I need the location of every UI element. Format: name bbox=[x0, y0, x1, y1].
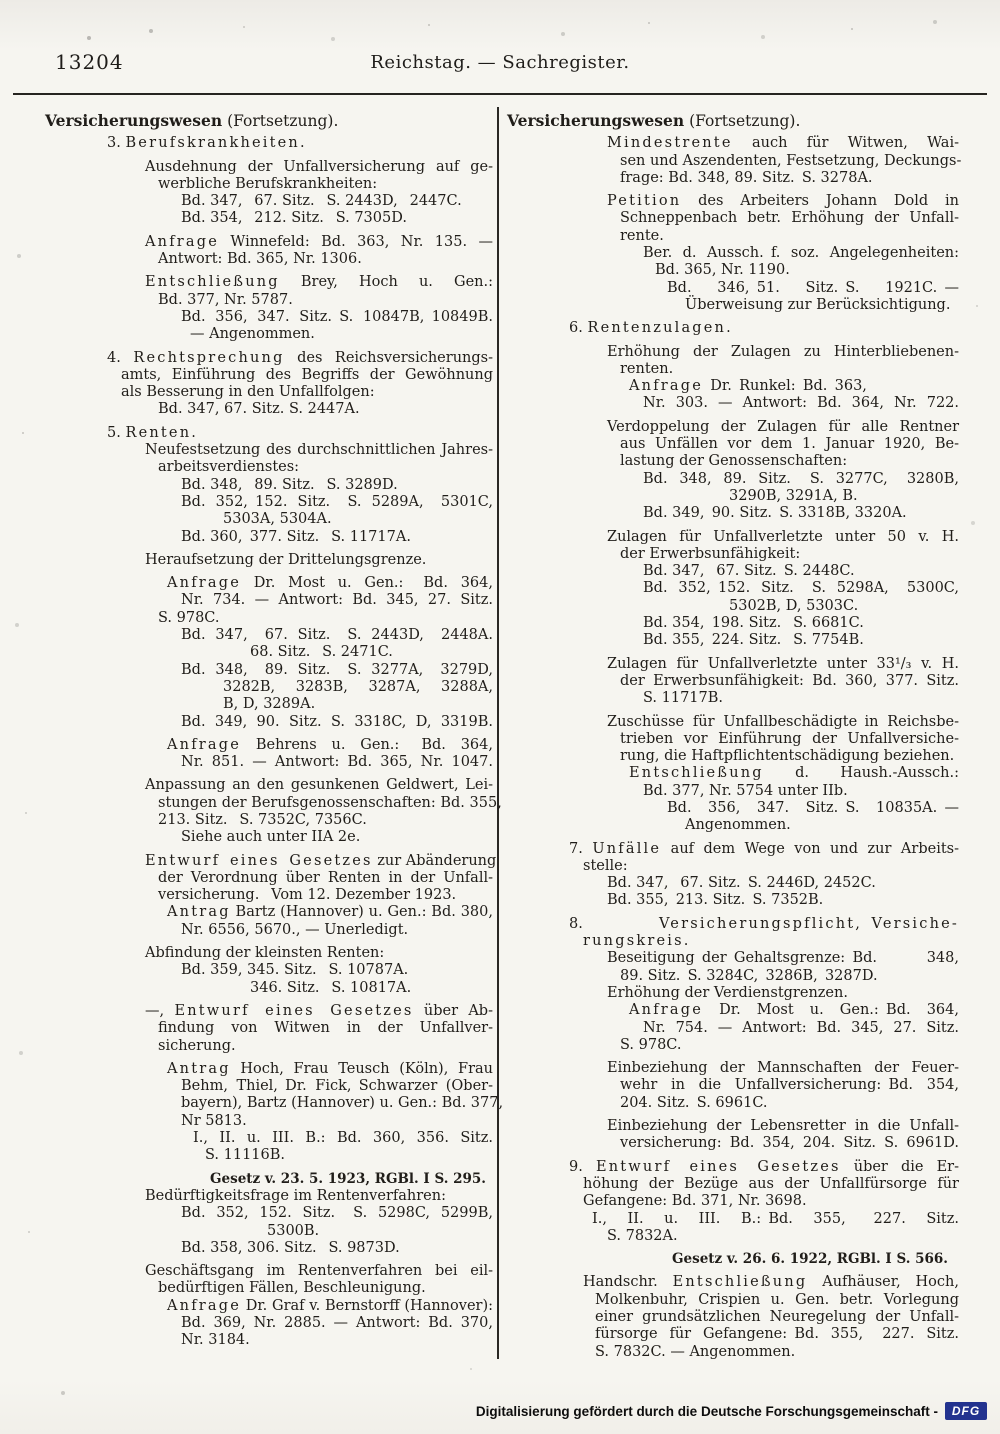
left-column bbox=[45, 111, 504, 1350]
index-line: der Erwerbsunfähigkeit: bbox=[620, 545, 801, 562]
index-line: Bedürftigkeitsfrage im Rentenverfahren: bbox=[145, 1187, 446, 1204]
index-line: Schneppenbach betr. Erhöhung der Unfall- bbox=[620, 210, 959, 227]
index-line: Nr 5813. bbox=[181, 1112, 247, 1129]
index-line: Bd. 369, Nr. 2885. — Antwort: Bd. 370, bbox=[181, 1315, 493, 1331]
page-title: Reichstag. — Sachregister. bbox=[370, 52, 630, 73]
index-line: Bd. 377, Nr. 5754 unter IIb. bbox=[643, 782, 848, 799]
index-line: Bd. 347, 67. Sitz. S. 2443D, 2447C. bbox=[181, 193, 462, 210]
index-line: amts, Einführung des Begriffs der Gewöhnung bbox=[121, 366, 493, 383]
index-line: 346. Sitz. S. 10817A. bbox=[250, 979, 412, 996]
footer-credit bbox=[476, 1402, 987, 1420]
index-line: Zulagen für Unfallverletzte unter 33¹/₃ v. H. bbox=[607, 655, 959, 672]
index-line: Bd. 349, 90. Sitz. S. 3318B, 3320A. bbox=[643, 505, 907, 522]
index-line: S. 7832C. — Angenommen. bbox=[595, 1343, 796, 1360]
index-line: Bd. 354, 212. Sitz. S. 7305D. bbox=[181, 210, 407, 227]
index-line: Überweisung zur Berücksichtigung. bbox=[685, 296, 951, 313]
index-line: Bd. 348, 89. Sitz. S. 3277C, 3280B, bbox=[643, 470, 959, 487]
index-line: als Besserung in den Unfallfolgen: bbox=[121, 384, 375, 401]
credit-text: Digitalisierung gefördert durch die Deutsche Forschungsgemeinschaft - bbox=[475, 1403, 938, 1419]
index-line: 68. Sitz. S. 2471C. bbox=[250, 644, 393, 661]
index-line: Erhöhung der Zulagen zu Hinterbliebenen- bbox=[607, 343, 959, 360]
index-line: Bd. 347, 67. Sitz. S. 2448C. bbox=[643, 563, 855, 580]
index-line: Anfrage Dr. Runkel: Bd. 363, bbox=[629, 378, 867, 395]
index-line: 8. Versicherungspflicht, Versiche- bbox=[569, 915, 959, 932]
index-line: S. 11717B. bbox=[643, 690, 724, 707]
index-line: Nr. 754. — Antwort: Bd. 345, 27. Sitz. bbox=[643, 1019, 959, 1036]
index-line: frage: Bd. 348, 89. Sitz. S. 3278A. bbox=[620, 169, 873, 186]
dfg-logo: DFG bbox=[945, 1402, 987, 1420]
index-line: Bd. 346, 51. Sitz. S. 1921C. — bbox=[667, 279, 959, 296]
index-line: S. 7832A. bbox=[607, 1227, 678, 1244]
index-line: Bd. 347, 67. Sitz. S. 2443D, 2448A. bbox=[181, 627, 493, 644]
index-line: Abfindung der kleinsten Renten: bbox=[145, 945, 385, 962]
index-line: Bd. 348, 89. Sitz. S. 3289D. bbox=[181, 476, 398, 493]
index-line: S. 11116B. bbox=[205, 1147, 286, 1164]
index-line: bayern), Bartz (Hannover) u. Gen.: Bd. 377, bbox=[181, 1095, 504, 1112]
index-line: Nr. 303. — Antwort: Bd. 364, Nr. 722. bbox=[643, 395, 959, 412]
index-line: Petition des Arbeiters Johann Dold in bbox=[607, 193, 959, 210]
index-line: Versicherungswesen (Fortsetzung). bbox=[45, 111, 339, 130]
scan-noise bbox=[0, 0, 2, 2]
index-line: 6. Rentenzulagen. bbox=[569, 320, 733, 337]
index-line: I., II. u. III. B.: Bd. 360, 356. Sitz. bbox=[193, 1130, 493, 1147]
index-line: Molkenbuhr, Crispien u. Gen. betr. Vorlegung bbox=[595, 1291, 959, 1308]
index-line: 5. Renten. bbox=[107, 424, 199, 441]
index-line: Bd. 360, 377. Sitz. S. 11717A. bbox=[181, 528, 411, 545]
index-line: Siehe auch unter IIA 2e. bbox=[181, 829, 361, 846]
index-line: Bd. 356, 347. Sitz. S. 10847B, 10849B. bbox=[181, 308, 493, 325]
index-line: 3282B, 3283B, 3287A, 3288A, bbox=[223, 678, 493, 695]
index-line: Zulagen für Unfallverletzte unter 50 v. H. bbox=[607, 528, 959, 545]
index-line: höhung der Bezüge aus der Unfallfürsorge für bbox=[583, 1175, 959, 1192]
index-line: Verdoppelung der Zulagen für alle Rentner bbox=[607, 418, 959, 435]
index-line: Neufestsetzung des durchschnittlichen Jahres- bbox=[145, 442, 493, 459]
page-number: 13204 bbox=[55, 50, 124, 74]
index-line: arbeitsverdienstes: bbox=[158, 459, 300, 476]
index-line: Anfrage Behrens u. Gen.: Bd. 364, bbox=[167, 736, 493, 753]
index-line: Bd. 352, 152. Sitz. S. 5298C, 5299B, bbox=[181, 1205, 493, 1222]
index-line: rung, die Haftpflichtentschädigung beziehen. bbox=[620, 748, 955, 765]
index-line: Behm, Thiel, Dr. Fick, Schwarzer (Ober- bbox=[181, 1078, 493, 1095]
index-line: der Verordnung über Renten in der Unfall- bbox=[158, 869, 493, 886]
index-line: Zuschüsse für Unfallbeschädigte in Reichsbe- bbox=[607, 713, 959, 730]
index-line: aus Unfällen vor dem 1. Januar 1920, Be- bbox=[620, 436, 959, 453]
index-line: 3290B, 3291A, B. bbox=[729, 487, 858, 504]
index-line: stelle: bbox=[583, 857, 628, 874]
index-line: Anfrage Dr. Graf v. Bernstorff (Hannover): bbox=[167, 1297, 493, 1314]
index-line: Antrag Hoch, Frau Teusch (Köln), Frau bbox=[167, 1060, 493, 1077]
column-divider bbox=[497, 107, 499, 1359]
index-line: Anfrage Winnefeld: Bd. 363, Nr. 135. — bbox=[145, 233, 493, 250]
index-line: Bd. 365, Nr. 1190. bbox=[655, 262, 790, 279]
index-line: S. 978C. bbox=[620, 1036, 682, 1053]
index-line: sen und Aszendenten, Festsetzung, Deckungs- bbox=[620, 152, 962, 169]
index-line: wehr in die Unfallversicherung: Bd. 354, bbox=[620, 1077, 959, 1094]
index-line: 204. Sitz. S. 6961C. bbox=[620, 1094, 768, 1111]
index-line: einer grundsätzlichen Neuregelung der Unfall- bbox=[595, 1309, 959, 1325]
index-line: bedürftigen Fällen, Beschleunigung. bbox=[158, 1280, 426, 1297]
index-line: Gesetz v. 26. 6. 1922, RGBl. I S. 566. bbox=[672, 1251, 948, 1268]
index-line: rungskreis. bbox=[583, 933, 691, 950]
index-line: Nr. 6556, 5670., — Unerledigt. bbox=[181, 921, 409, 938]
header-rule bbox=[13, 93, 987, 95]
index-line: Nr. 3184. bbox=[181, 1332, 250, 1349]
index-line: Bd. 356, 347. Sitz. S. 10835A. — bbox=[667, 799, 959, 816]
index-line: Einbeziehung der Lebensretter in die Unfall- bbox=[607, 1118, 959, 1135]
index-line: Antrag Bartz (Hannover) u. Gen.: Bd. 380, bbox=[167, 904, 493, 921]
index-line: 5302B, D, 5303C. bbox=[729, 597, 859, 614]
index-line: Bd. 354, 198. Sitz. S. 6681C. bbox=[643, 615, 864, 632]
index-line: Erhöhung der Verdienstgrenzen. bbox=[607, 984, 848, 1001]
index-line: S. 978C. bbox=[158, 609, 220, 626]
index-line: Bd. 349, 90. Sitz. S. 3318C, D, 3319B. bbox=[181, 713, 493, 730]
index-line: werbliche Berufskrankheiten: bbox=[158, 175, 378, 192]
index-line: Handschr. Entschließung Aufhäuser, Hoch, bbox=[583, 1274, 959, 1291]
index-line: Gefangene: Bd. 371, Nr. 3698. bbox=[583, 1193, 807, 1210]
index-line: Bd. 355, 224. Sitz. S. 7754B. bbox=[643, 632, 864, 649]
index-line: rente. bbox=[620, 227, 664, 244]
index-line: Bd. 352, 152. Sitz. S. 5298A, 5300C, bbox=[643, 580, 959, 597]
index-line: Bd. 348, 89. Sitz. S. 3277A, 3279D, bbox=[181, 661, 493, 678]
index-line: Einbeziehung der Mannschaften der Feuer- bbox=[607, 1060, 959, 1077]
index-line: 7. Unfälle auf dem Wege von und zur Arbeits- bbox=[569, 840, 959, 857]
index-line: Bd. 355, 213. Sitz. S. 7352B. bbox=[607, 892, 824, 909]
index-line: Mindestrente auch für Witwen, Wai- bbox=[607, 135, 959, 152]
index-line: renten. bbox=[620, 360, 674, 377]
index-line: Anfrage Dr. Most u. Gen.: Bd. 364, bbox=[167, 575, 493, 592]
index-line: Nr. 851. — Antwort: Bd. 365, Nr. 1047. bbox=[181, 754, 493, 771]
index-line: findung von Witwen in der Unfallver- bbox=[158, 1020, 493, 1037]
index-line: Bd. 347, 67. Sitz. S. 2446D, 2452C. bbox=[607, 875, 876, 892]
index-line: Heraufsetzung der Drittelungsgrenze. bbox=[145, 551, 427, 568]
index-line: versicherung: Bd. 354, 204. Sitz. S. 6961D. bbox=[620, 1135, 959, 1152]
index-line: Versicherungswesen (Fortsetzung). bbox=[507, 111, 801, 130]
index-line: B, D, 3289A. bbox=[223, 696, 316, 713]
index-line: fürsorge für Gefangene: Bd. 355, 227. Sitz. bbox=[595, 1326, 959, 1343]
index-line: Entwurf eines Gesetzes zur Abänderung bbox=[145, 852, 497, 869]
index-line: — Angenommen. bbox=[190, 326, 315, 343]
index-line: 3. Berufskrankheiten. bbox=[107, 135, 307, 152]
index-line: Beseitigung der Gehaltsgrenze: Bd. 348, bbox=[607, 950, 959, 967]
index-line: Entschließung Brey, Hoch u. Gen.: bbox=[145, 274, 493, 291]
index-line: Ber. d. Aussch. f. soz. Angelegenheiten: bbox=[643, 245, 959, 262]
index-line: versicherung. Vom 12. Dezember 1923. bbox=[158, 887, 457, 904]
index-line: trieben vor Einführung der Unfallversiche- bbox=[620, 730, 959, 747]
index-line: 4. Rechtsprechung des Reichsversicherungs- bbox=[107, 349, 493, 366]
index-line: 5300B. bbox=[267, 1222, 320, 1239]
index-line: Anpassung an den gesunkenen Geldwert, Lei- bbox=[145, 777, 493, 794]
index-line: Bd. 358, 306. Sitz. S. 9873D. bbox=[181, 1239, 400, 1256]
index-line: 89. Sitz. S. 3284C, 3286B, 3287D. bbox=[620, 967, 878, 984]
index-line: Bd. 352, 152. Sitz. S. 5289A, 5301C, bbox=[181, 493, 493, 510]
index-line: lastung der Genossenschaften: bbox=[620, 453, 848, 470]
index-line: Geschäftsgang im Rentenverfahren bei eil- bbox=[145, 1263, 493, 1280]
index-line: der Erwerbsunfähigkeit: Bd. 360, 377. Sitz. bbox=[620, 672, 959, 689]
index-line: Antwort: Bd. 365, Nr. 1306. bbox=[158, 251, 362, 268]
index-line: Ausdehnung der Unfallversicherung auf ge- bbox=[145, 158, 493, 175]
index-line: sicherung. bbox=[158, 1037, 236, 1054]
index-line: 213. Sitz. S. 7352C, 7356C. bbox=[158, 811, 367, 828]
index-line: Anfrage Dr. Most u. Gen.: Bd. 364, bbox=[629, 1002, 959, 1019]
index-line: I., II. u. III. B.: Bd. 355, 227. Sitz. bbox=[592, 1210, 959, 1227]
index-line: Nr. 734. — Antwort: Bd. 345, 27. Sitz. bbox=[181, 592, 493, 609]
index-line: —, Entwurf eines Gesetzes über Ab- bbox=[145, 1002, 493, 1019]
index-line: Bd. 359, 345. Sitz. S. 10787A. bbox=[181, 962, 409, 979]
index-line: 9. Entwurf eines Gesetzes über die Er- bbox=[569, 1158, 959, 1175]
right-column bbox=[507, 112, 961, 1361]
index-line: Angenommen. bbox=[685, 817, 791, 834]
index-line: Bd. 347, 67. Sitz. S. 2447A. bbox=[158, 401, 360, 418]
index-line: Entschließung d. Haush.-Aussch.: bbox=[629, 765, 959, 782]
index-line: 5303A, 5304A. bbox=[223, 511, 332, 528]
index-line: Gesetz v. 23. 5. 1923, RGBl. I S. 295. bbox=[210, 1170, 486, 1187]
index-line: stungen der Berufsgenossenschaften: Bd. 355, bbox=[158, 794, 502, 811]
index-line: Bd. 377, Nr. 5787. bbox=[158, 291, 293, 308]
